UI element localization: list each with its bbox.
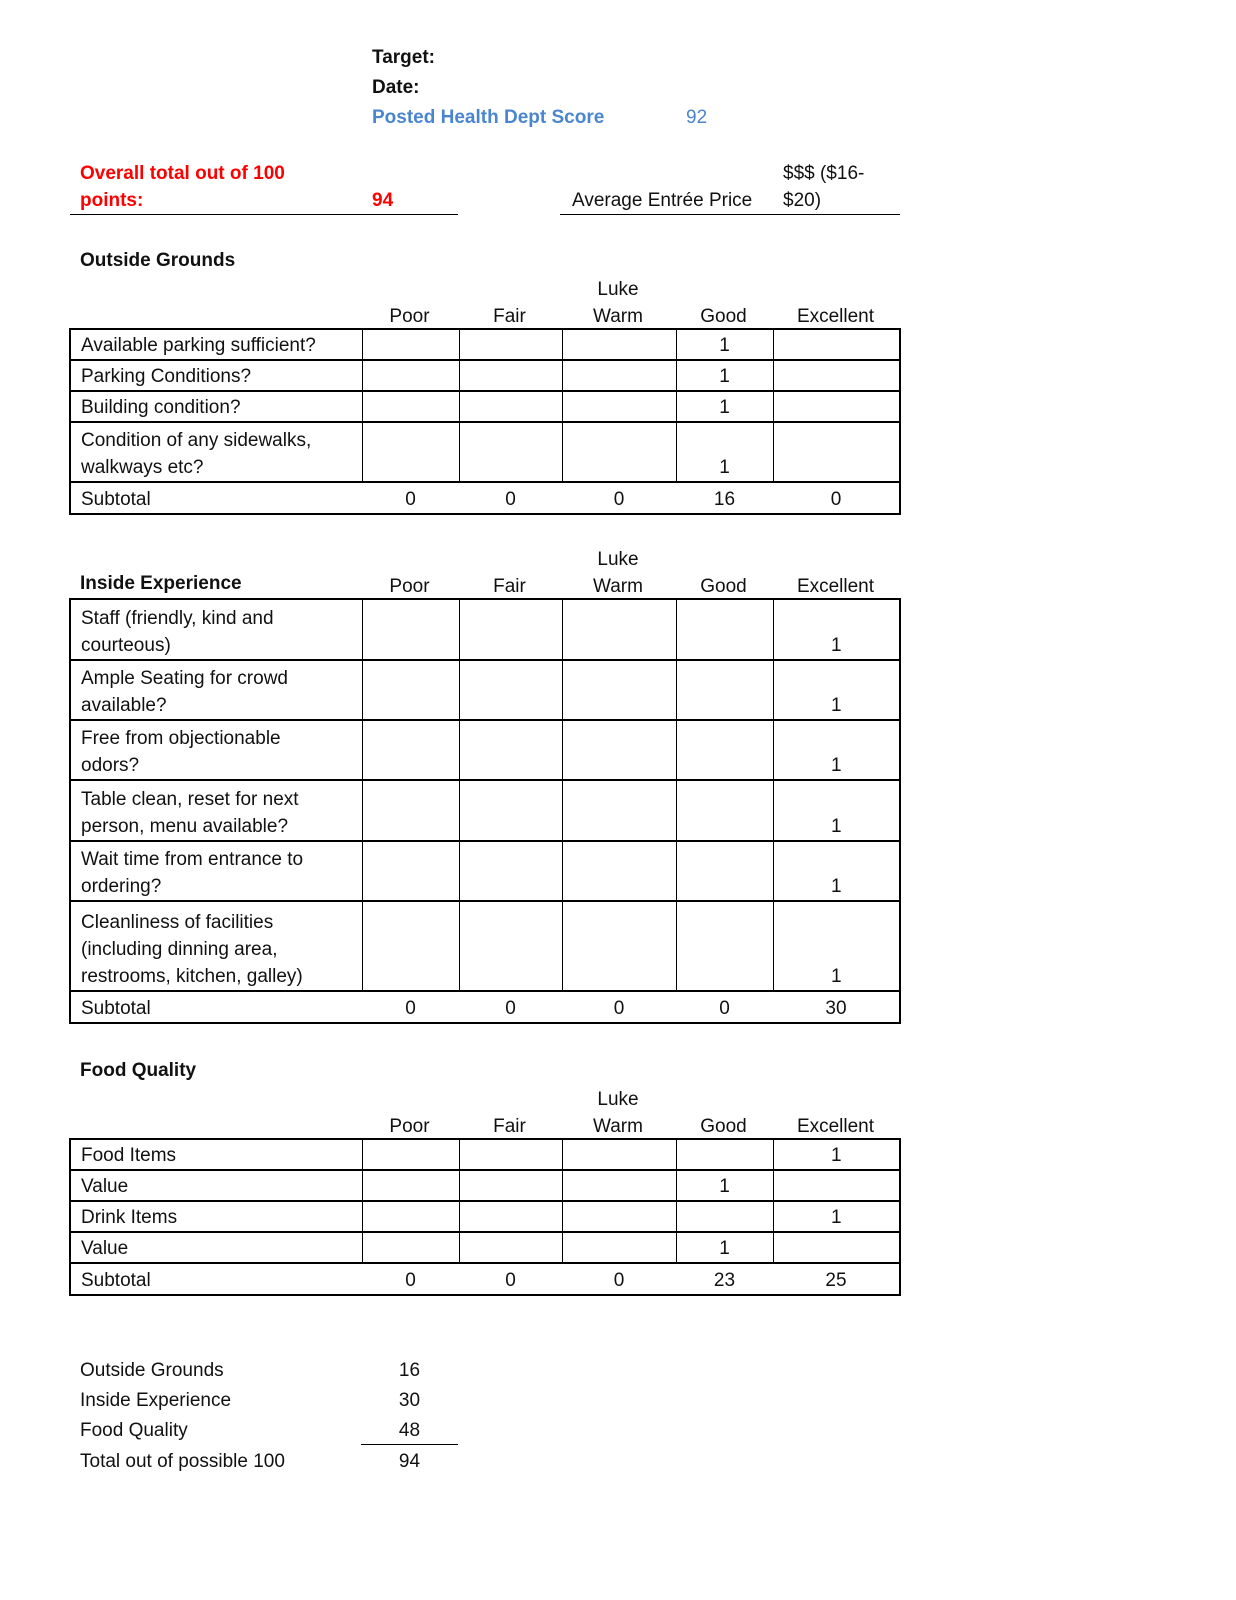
- row-label: [70, 422, 362, 482]
- table-row: [70, 1232, 900, 1263]
- score-cell[interactable]: [362, 660, 459, 720]
- row-label: [70, 1232, 362, 1263]
- row-label-line: Food Items: [81, 1145, 177, 1166]
- row-label: [70, 391, 362, 422]
- table-row: [70, 422, 900, 482]
- score-cell[interactable]: [773, 329, 900, 360]
- score-table: [69, 598, 901, 1024]
- subtotal-value: 0: [459, 991, 562, 1023]
- subtotal-value: 0: [362, 991, 459, 1023]
- score-cell[interactable]: [773, 422, 900, 482]
- overall-total-label-line1: Overall total out of 100: [80, 163, 285, 184]
- row-label-line: available?: [81, 695, 167, 716]
- score-cell[interactable]: [362, 422, 459, 482]
- column-header-warm: Warm: [593, 576, 643, 597]
- score-cell[interactable]: [676, 599, 773, 660]
- score-cell[interactable]: 1: [676, 422, 773, 482]
- target-label: Target:: [372, 47, 435, 68]
- price-value-line2: $20): [783, 190, 822, 211]
- table-row: [70, 841, 900, 901]
- row-label: [70, 329, 362, 360]
- row-label-line: courteous): [81, 635, 171, 656]
- row-label: [70, 720, 362, 780]
- health-score-value: 92: [686, 107, 708, 128]
- score-cell[interactable]: [459, 1201, 562, 1232]
- summary-value: 48: [398, 1420, 421, 1441]
- score-cell[interactable]: [362, 780, 459, 841]
- score-cell[interactable]: [459, 1139, 562, 1170]
- section-title: Food Quality: [80, 1060, 197, 1081]
- score-cell[interactable]: [362, 391, 459, 422]
- overall-total-value: 94: [372, 190, 394, 211]
- score-cell[interactable]: 1: [773, 660, 900, 720]
- score-cell[interactable]: [362, 360, 459, 391]
- subtotal-value: 0: [773, 482, 900, 514]
- score-cell[interactable]: [362, 599, 459, 660]
- score-cell[interactable]: [562, 841, 676, 901]
- table-row: [70, 391, 900, 422]
- score-cell[interactable]: 1: [676, 329, 773, 360]
- section-title: Outside Grounds: [80, 250, 236, 271]
- score-cell[interactable]: [362, 841, 459, 901]
- subtotal-value: 0: [459, 1263, 562, 1295]
- score-cell[interactable]: [362, 901, 459, 991]
- score-cell[interactable]: [676, 1139, 773, 1170]
- subtotal-value: 0: [362, 482, 459, 514]
- row-label-line: walkways etc?: [81, 457, 204, 478]
- score-cell[interactable]: [362, 720, 459, 780]
- subtotal-value: 23: [676, 1263, 773, 1295]
- subtotal-label: Subtotal: [70, 482, 362, 514]
- score-cell[interactable]: [459, 841, 562, 901]
- overall-underline: [70, 214, 458, 215]
- subtotal-value: 0: [562, 482, 676, 514]
- table-row: [70, 360, 900, 391]
- column-header-warm: Warm: [593, 1116, 643, 1137]
- column-header-warm: Warm: [593, 306, 643, 327]
- row-label-line: Wait time from entrance to: [81, 849, 304, 870]
- summary-label: Inside Experience: [80, 1390, 232, 1411]
- table-row: [70, 329, 900, 360]
- table-row: [70, 599, 900, 660]
- score-cell[interactable]: 1: [773, 599, 900, 660]
- row-label: [70, 780, 362, 841]
- score-cell[interactable]: [459, 329, 562, 360]
- column-header-excellent: Excellent: [796, 1116, 875, 1137]
- row-label-line: Ample Seating for crowd: [81, 668, 288, 689]
- score-cell[interactable]: [773, 1232, 900, 1263]
- score-cell[interactable]: [362, 1232, 459, 1263]
- score-cell[interactable]: [562, 660, 676, 720]
- table-row: [70, 1201, 900, 1232]
- column-header-good: Good: [700, 306, 747, 327]
- subtotal-value: 0: [676, 991, 773, 1023]
- score-cell[interactable]: [773, 1170, 900, 1201]
- table-row: [70, 901, 900, 991]
- score-cell[interactable]: 1: [676, 1232, 773, 1263]
- score-cell[interactable]: [459, 1170, 562, 1201]
- score-cell[interactable]: [676, 841, 773, 901]
- table-row: [70, 660, 900, 720]
- column-header-fair: Fair: [493, 1116, 526, 1137]
- table-row: [70, 780, 900, 841]
- column-header-good: Good: [700, 1116, 747, 1137]
- score-cell[interactable]: 1: [773, 720, 900, 780]
- row-label: [70, 901, 362, 991]
- summary-value: 30: [398, 1390, 421, 1411]
- column-header-fair: Fair: [493, 576, 526, 597]
- summary-underline: [361, 1444, 458, 1445]
- column-header-poor: Poor: [389, 1116, 430, 1137]
- subtotal-row: [70, 1263, 900, 1295]
- summary-label: Total out of possible 100: [80, 1451, 285, 1472]
- score-cell[interactable]: [676, 780, 773, 841]
- subtotal-value: 0: [562, 991, 676, 1023]
- row-label: [70, 360, 362, 391]
- price-underline: [560, 214, 900, 215]
- row-label: [70, 660, 362, 720]
- score-cell[interactable]: 1: [676, 360, 773, 391]
- score-cell[interactable]: 1: [773, 901, 900, 991]
- table-row: [70, 1139, 900, 1170]
- price-label: Average Entrée Price: [572, 190, 753, 211]
- column-header-luke: Luke: [597, 279, 639, 300]
- date-label: Date:: [372, 77, 420, 98]
- row-label-line: Value: [81, 1238, 129, 1259]
- row-label-line: person, menu available?: [81, 816, 289, 837]
- row-label: [70, 599, 362, 660]
- subtotal-value: 25: [773, 1263, 900, 1295]
- row-label: [70, 1201, 362, 1232]
- row-label-line: Table clean, reset for next: [81, 789, 299, 810]
- score-cell[interactable]: [562, 1170, 676, 1201]
- row-label: [70, 1170, 362, 1201]
- subtotal-value: 0: [362, 1263, 459, 1295]
- column-header-poor: Poor: [389, 306, 430, 327]
- score-cell[interactable]: [773, 391, 900, 422]
- score-cell[interactable]: [459, 599, 562, 660]
- row-label-line: Staff (friendly, kind and: [81, 608, 274, 629]
- subtotal-value: 30: [773, 991, 900, 1023]
- score-cell[interactable]: 1: [773, 841, 900, 901]
- score-cell[interactable]: [562, 329, 676, 360]
- column-header-luke: Luke: [597, 1089, 639, 1110]
- score-cell[interactable]: 1: [676, 1170, 773, 1201]
- section-title: Inside Experience: [80, 573, 242, 594]
- row-label-line: restrooms, kitchen, galley): [81, 966, 303, 987]
- row-label-line: ordering?: [81, 876, 162, 897]
- column-header-excellent: Excellent: [796, 576, 875, 597]
- summary-value: 16: [398, 1360, 421, 1381]
- score-table: [69, 1138, 901, 1296]
- score-cell[interactable]: [459, 422, 562, 482]
- score-cell[interactable]: [562, 1201, 676, 1232]
- table-row: [70, 720, 900, 780]
- score-cell[interactable]: [459, 720, 562, 780]
- row-label-line: Value: [81, 1176, 129, 1197]
- column-header-luke: Luke: [597, 549, 639, 570]
- score-cell[interactable]: [459, 360, 562, 391]
- score-cell[interactable]: [562, 360, 676, 391]
- score-cell[interactable]: 1: [773, 780, 900, 841]
- score-cell[interactable]: [362, 329, 459, 360]
- score-cell[interactable]: 1: [676, 391, 773, 422]
- score-cell[interactable]: [362, 1139, 459, 1170]
- summary-value: 94: [398, 1451, 421, 1472]
- score-cell[interactable]: [562, 901, 676, 991]
- score-cell[interactable]: [676, 1201, 773, 1232]
- column-header-fair: Fair: [493, 306, 526, 327]
- score-cell[interactable]: [676, 901, 773, 991]
- row-label-line: odors?: [81, 755, 140, 776]
- score-cell[interactable]: [562, 599, 676, 660]
- score-cell[interactable]: [362, 1170, 459, 1201]
- subtotal-label: Subtotal: [70, 1263, 362, 1295]
- score-cell[interactable]: [459, 391, 562, 422]
- score-cell[interactable]: [676, 660, 773, 720]
- row-label-line: Free from objectionable: [81, 728, 281, 749]
- row-label-line: Available parking sufficient?: [81, 335, 316, 356]
- score-cell[interactable]: [459, 780, 562, 841]
- score-cell[interactable]: [459, 901, 562, 991]
- column-header-poor: Poor: [389, 576, 430, 597]
- score-cell[interactable]: [562, 1232, 676, 1263]
- score-cell[interactable]: 1: [773, 1201, 900, 1232]
- score-cell[interactable]: [676, 720, 773, 780]
- row-label-line: Cleanliness of facilities: [81, 912, 274, 933]
- score-cell[interactable]: [362, 1201, 459, 1232]
- score-cell[interactable]: 1: [773, 1139, 900, 1170]
- price-value-line1: $$$ ($16-: [783, 163, 865, 184]
- score-cell[interactable]: [562, 1139, 676, 1170]
- score-cell[interactable]: [459, 1232, 562, 1263]
- row-label-line: Condition of any sidewalks,: [81, 430, 312, 451]
- subtotal-row: [70, 991, 900, 1023]
- score-cell[interactable]: [562, 780, 676, 841]
- row-label: [70, 1139, 362, 1170]
- column-header-excellent: Excellent: [796, 306, 875, 327]
- subtotal-label: Subtotal: [70, 991, 362, 1023]
- subtotal-value: 16: [676, 482, 773, 514]
- score-cell[interactable]: [562, 391, 676, 422]
- score-cell[interactable]: [459, 660, 562, 720]
- table-row: [70, 1170, 900, 1201]
- subtotal-value: 0: [459, 482, 562, 514]
- row-label-line: (including dinning area,: [81, 939, 278, 960]
- health-score-label: Posted Health Dept Score: [372, 107, 605, 128]
- score-cell[interactable]: [562, 422, 676, 482]
- row-label-line: Building condition?: [81, 397, 241, 418]
- score-table: [69, 328, 901, 515]
- summary-label: Outside Grounds: [80, 1360, 224, 1381]
- score-cell[interactable]: [562, 720, 676, 780]
- overall-total-label-line2: points:: [80, 190, 144, 211]
- row-label-line: Parking Conditions?: [81, 366, 252, 387]
- subtotal-row: [70, 482, 900, 514]
- row-label: [70, 841, 362, 901]
- summary-label: Food Quality: [80, 1420, 188, 1441]
- row-label-line: Drink Items: [81, 1207, 178, 1228]
- column-header-good: Good: [700, 576, 747, 597]
- score-cell[interactable]: [773, 360, 900, 391]
- subtotal-value: 0: [562, 1263, 676, 1295]
